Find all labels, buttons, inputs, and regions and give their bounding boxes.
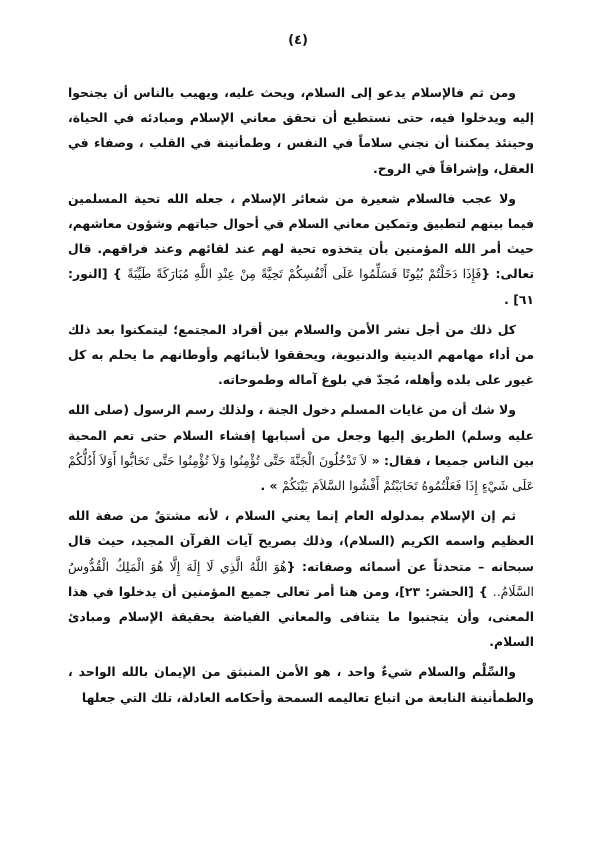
page-number: (٤): [288, 33, 308, 48]
paragraph-5: [68, 503, 534, 654]
document-body: [68, 80, 534, 715]
quoted-text: لاَ تَدْخُلُونَ الْجَنَّةَ حَتَّى تُؤْمِنُوا وَلاَ تُؤْمِنُوا حَتَّى تَحَابُّوا أَوَلاَ أَدُلُّكُمْ عَلَى شَيْءٍ إِذَا فَعَلْتُمُوهُ تَحَابَبْتُمْ أَفْشُوا السَّلاَمَ بَيْنَكُمْ: [68, 452, 534, 494]
paragraph-6: [68, 659, 534, 709]
paragraph-1: [68, 80, 534, 181]
paragraph-2: [68, 186, 534, 312]
body-text: ولا عجب فالسلام شعيرة من شعائر الإسلام ، جعله الله تحية المسلمين فيما بينهم لتطبيق وتمكين معاني السلام في أحوال حياتهم وشؤون معاشهم، حيث أمر الله المؤمنين بأن يتخذوه تحية لهم عند لقائهم وعند فراقهم. قال تعالى: {: [68, 190, 534, 282]
body-text: » .: [260, 478, 282, 494]
body-text: ومن ثم فالإسلام يدعو إلى السلام، ويحث عليه، ويهيب بالناس أن يجنحوا إليه ويدخلوا فيه، حتى نستطيع أن نحقق معاني الإسلام ومبادئه في الحياة، وحينئذ يمكننا أن نجني سلاماً في النفس ، وطمأنينة في القلب ، وصفاء في العقل، وإشراقاً في الروح.: [68, 85, 534, 176]
body-text: } [الحشر: ٢٣]، ومن هنا أمر تعالى جميع المؤمنين أن يدخلوا في هذا المعنى، وأن يتجنبوا ما يتنافى والمعاني الفياضة بحقيقة الإسلام ومبادئ السلام.: [68, 583, 534, 650]
body-text: كل ذلك من أجل نشر الأمن والسلام بين أفراد المجتمع؛ ليتمكنوا بعد ذلك من أداء مهامهم الدينية والدنيوية، ويحققوا لأبنائهم وأوطانهم ما يحلم به كل غيور على بلده وأهله، مُجدّ في بلوغ آماله وطموحاته.: [68, 321, 534, 388]
paragraph-4: [68, 397, 534, 498]
body-text: } [النور: ٦١] .: [68, 266, 534, 307]
body-text: ثم إن الإسلام بمدلوله العام إنما يعني السلام ، لأنه مشتقٌ من صفة الله العظيم واسمه الكريم (السلام)، وذلك بصريح آيات القرآن المجيد، حيث قال سبحانه – متحدثاً عن أسمائه وصفاته: {: [68, 508, 534, 574]
quoted-text: هُوَ اللَّهُ الَّذِي لَا إِلَهَ إِلَّا هُوَ الْمَلِكُ الْقُدُّوسُ السَّلَامُ..: [68, 558, 534, 599]
body-text: والسِّلْم والسلام شيءٌ واحد ، هو الأمن المنبثق من الإيمان بالله الواحد ، والطمأنينة النابعة من اتباع تعاليمه السمحة وأحكامه العادلة، تلك التي جعلها: [68, 664, 534, 705]
paragraph-3: [68, 317, 534, 393]
body-text: ولا شك أن من غايات المسلم دخول الجنة ، ولذلك رسم الرسول (صلى الله عليه وسلم) الطريق إليها وجعل من أسبابها إفشاء السلام حتى تعم المحبة بين الناس جميعا ، فقال: «: [68, 402, 534, 468]
quoted-text: فَإِذَا دَخَلْتُمْ بُيُوتًا فَسَلِّمُوا عَلَى أَنْفُسِكُمْ تَحِيَّةً مِنْ عِنْدِ اللَّهِ مُبَارَكَةً طَيِّبَةً: [127, 266, 482, 282]
